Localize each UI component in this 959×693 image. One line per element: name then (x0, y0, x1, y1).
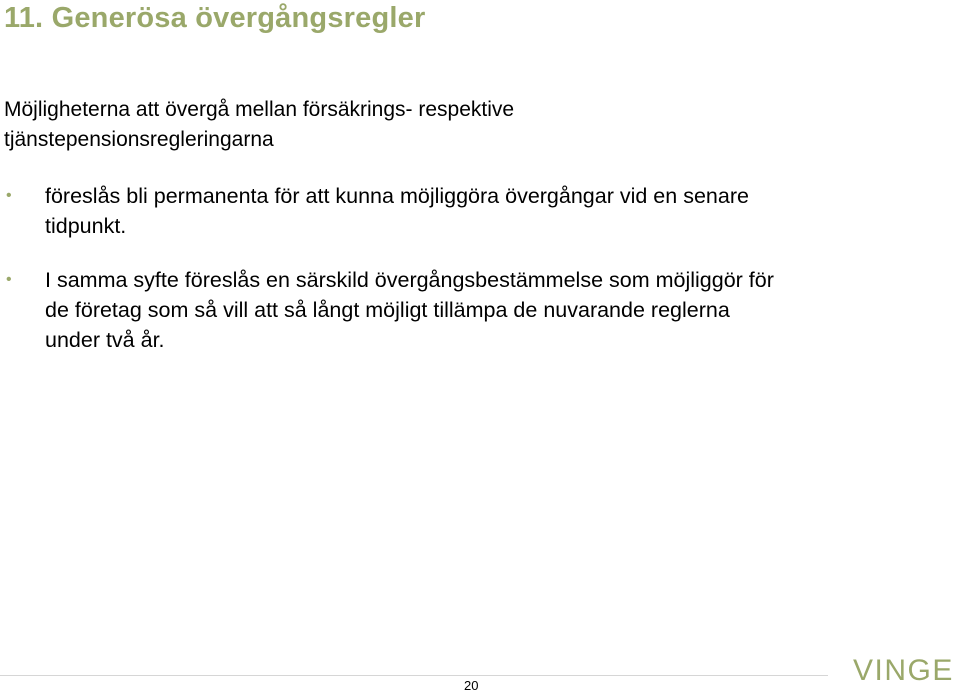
bullet-dot-icon: • (6, 271, 12, 288)
bullet-item-1 (0, 181, 950, 241)
bullet-2-line-1: I samma syfte föreslås en särskild övergångsbestämmelse som möjliggör för (45, 268, 774, 292)
slide-title: 11. Generösa övergångsregler (4, 2, 426, 34)
bullet-item-2 (0, 265, 950, 355)
intro-text (4, 95, 904, 155)
bullet-list (0, 181, 950, 355)
bullet-2-line-2: de företag som så vill att så långt möjligt tillämpa de nuvarande reglerna (45, 298, 730, 322)
bullet-2-line-3: under två år. (45, 328, 165, 352)
intro-line-2: tjänstepensionsregleringarna (4, 128, 274, 151)
bullet-1-line-1: föreslås bli permanenta för att kunna möjliggöra övergångar vid en senare (45, 184, 749, 208)
bullet-dot-icon: • (6, 187, 12, 204)
bullet-1-line-2: tidpunkt. (45, 214, 127, 238)
page-number: 20 (464, 678, 479, 693)
footer-divider (0, 675, 828, 676)
vinge-logo: VINGE (853, 654, 954, 687)
intro-line-1: Möjligheterna att övergå mellan försäkrings- respektive (4, 98, 515, 121)
